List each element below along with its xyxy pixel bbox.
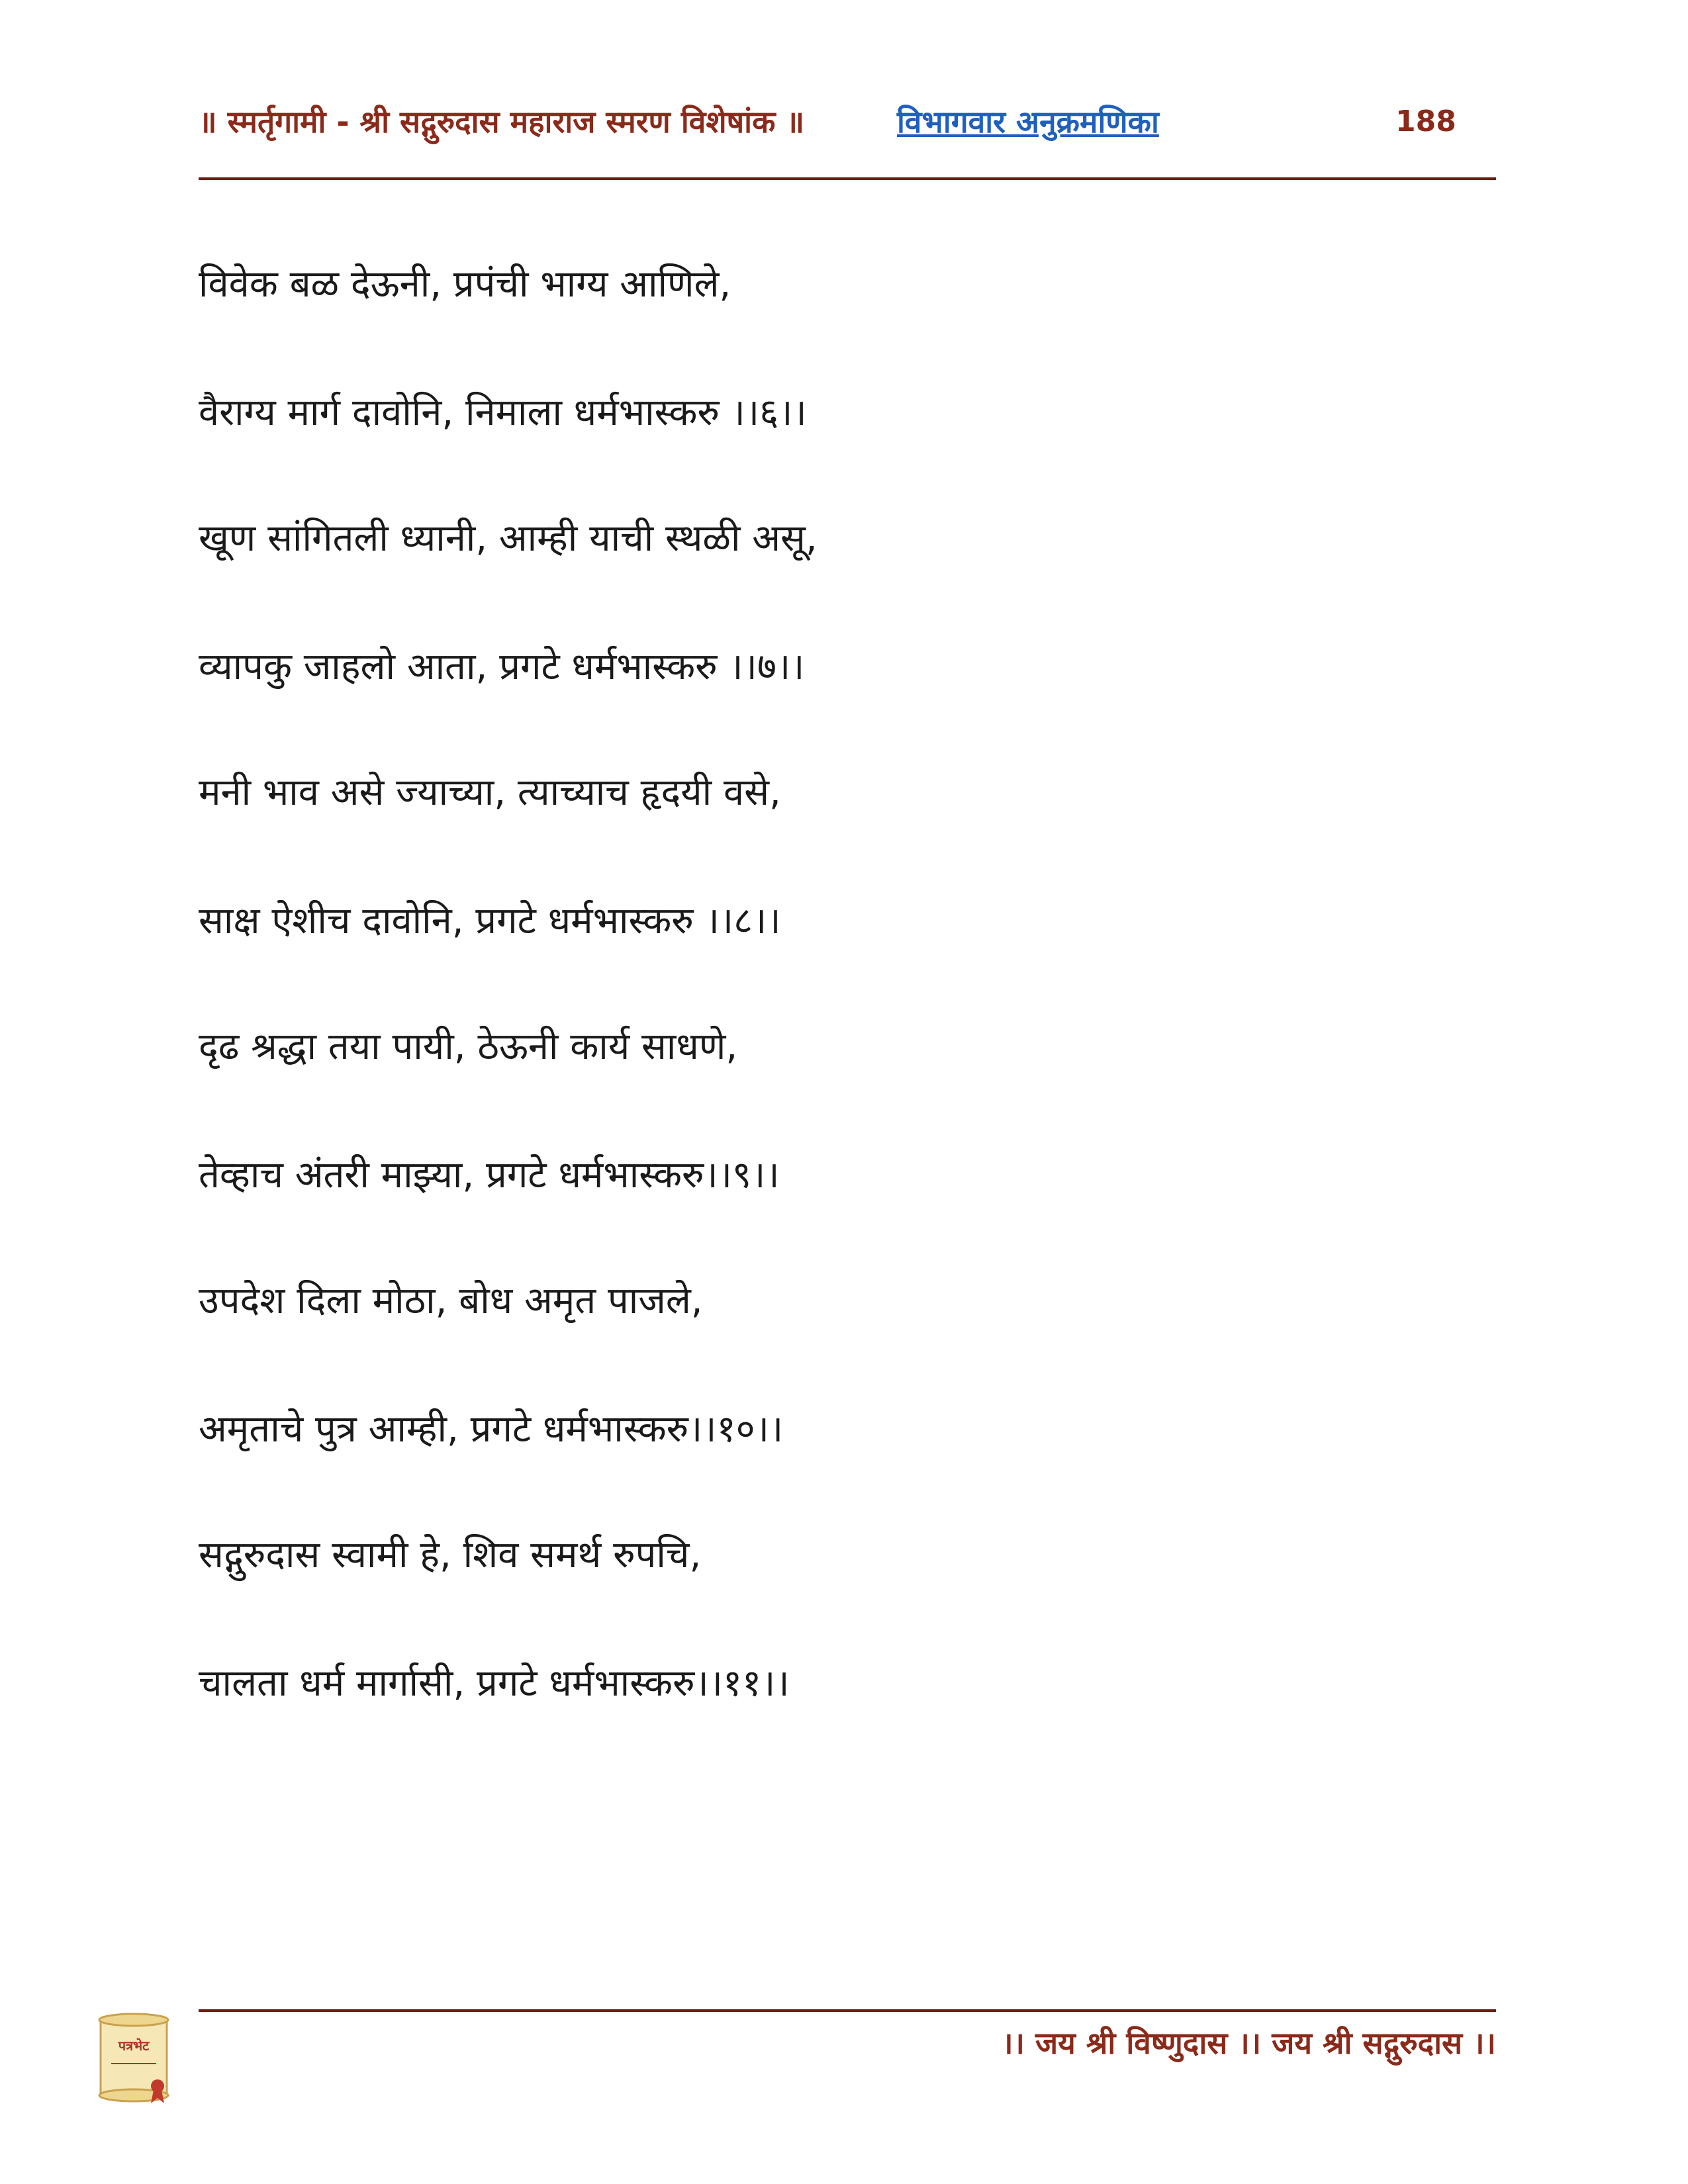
page-header-title: ॥ स्मर्तृगामी - श्री सद्गुरुदास महाराज स्मरण विशेषांक ॥ [199, 104, 804, 140]
verse-line: दृढ श्रद्धा तया पायी, ठेऊनी कार्य साधणे, [199, 1025, 738, 1068]
stanza [199, 1281, 1456, 1449]
verse-line: चालता धर्म मार्गासी, प्रगटे धर्मभास्करु।।११।। [199, 1662, 790, 1705]
verse-line: विवेक बळ देऊनी, प्रपंची भाग्य आणिले, [199, 263, 731, 306]
stanza [199, 519, 1456, 687]
verse-body [199, 265, 1456, 1790]
stanza [199, 1027, 1456, 1195]
verse-line: तेव्हाच अंतरी माझ्या, प्रगटे धर्मभास्करु।।९।। [199, 1154, 780, 1197]
verse-line: साक्ष ऐशीच दावोनि, प्रगटे धर्मभास्करु ।।८।। [199, 899, 781, 942]
verse-line: वैराग्य मार्ग दावोनि, निमाला धर्मभास्करु ।।६।। [199, 391, 807, 434]
verse-line: उपदेश दिला मोठा, बोध अमृत पाजले, [199, 1279, 703, 1322]
footer-salutation: ।। जय श्री विष्णुदास ।। जय श्री सद्गुरुदास ।। [1002, 2025, 1496, 2061]
section-index-link[interactable]: विभागवार अनुक्रमणिका [897, 104, 1159, 140]
verse-line: मनी भाव असे ज्याच्या, त्याच्याच हृदयी वसे, [199, 771, 781, 814]
patrabhet-logo-icon [93, 2012, 175, 2108]
header-divider [199, 177, 1496, 180]
verse-line: व्यापकु जाहलो आता, प्रगटे धर्मभास्करु ।।७।। [199, 645, 805, 688]
stanza [199, 265, 1456, 433]
footer-divider [199, 2009, 1496, 2012]
verse-line: सद्गुरुदास स्वामी हे, शिव समर्थ रुपचि, [199, 1533, 702, 1576]
stanza [199, 1535, 1456, 1704]
stanza [199, 773, 1456, 941]
verse-line: खूण सांगितली ध्यानी, आम्ही याची स्थळी असू, [199, 517, 818, 560]
page-number: 188 [1395, 105, 1456, 138]
logo-text: पत्रभेट [118, 2038, 150, 2054]
verse-line: अमृताचे पुत्र आम्ही, प्रगटे धर्मभास्करु।।१०।। [199, 1408, 784, 1451]
